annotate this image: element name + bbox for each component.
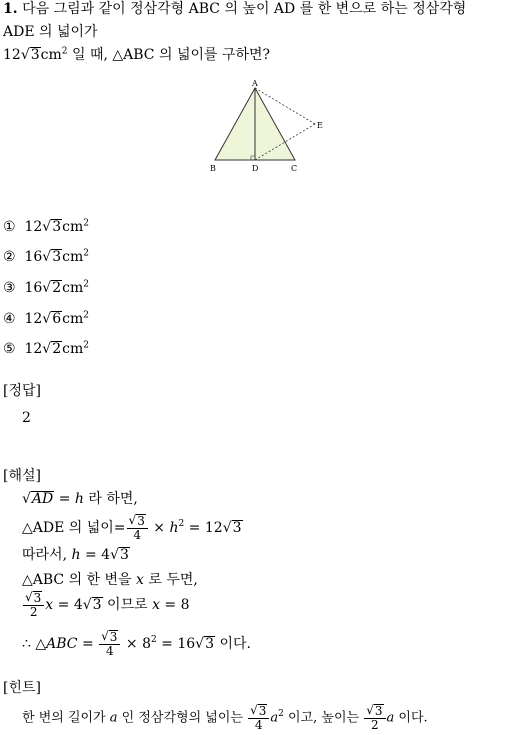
label-c: C <box>291 164 298 173</box>
choice-3[interactable]: ③ 16√ 2 $cm^2$ <box>3 279 89 297</box>
choice-marker: ⑤ <box>3 341 16 357</box>
solution-header: [해설] <box>3 468 41 484</box>
hint-line: 한 변의 길이가 a 인 정삼각형의 넓이는 √ 3 4 $a^2$ 이고, 높이는 √ 3 2 a 이다. <box>22 703 428 732</box>
choice-marker: ② <box>3 249 16 265</box>
sqrt-symbol: √ 2 <box>42 341 62 358</box>
sqrt-symbol: √ 3 <box>20 47 40 64</box>
answer-header: [정답] <box>3 383 41 399</box>
sqrt-symbol: √ 6 <box>42 311 62 328</box>
fraction: √ 3 2 <box>23 591 44 619</box>
fraction: √ 3 4 <box>99 630 120 658</box>
hint-header: [힌트] <box>3 680 41 696</box>
answer-value: 2 <box>22 410 31 426</box>
choice-5[interactable]: ⑤ 12√ 2 $cm^2$ <box>3 340 89 358</box>
solution-line-3: 따라서, h = 4√ 3 <box>22 547 129 564</box>
question-text-tail: 일 때, △ABC 의 넓이를 구하면? <box>67 47 271 63</box>
question-line-1 <box>3 1 466 17</box>
choice-4[interactable]: ④ 12√ 6 $cm^2$ <box>3 310 89 328</box>
triangle-figure <box>205 78 335 178</box>
choice-marker: ④ <box>3 311 16 327</box>
sqrt-symbol: √ 2 <box>42 280 62 297</box>
sqrt-symbol: √ 3 <box>42 249 62 266</box>
sqrt-symbol: √ 3 <box>42 219 62 236</box>
choice-marker: ③ <box>3 280 16 296</box>
label-d: D <box>252 164 259 173</box>
fraction: √ 3 4 <box>127 514 148 542</box>
fraction: √ 3 4 <box>248 704 269 732</box>
question-line-3: 12√ 3 $cm^2$ 일 때, △ABC 의 넓이를 구하면? <box>3 46 271 64</box>
solution-line-2: △ADE 의 넓이= √ 3 4 × $h^2 = 12√$ 3 <box>22 513 242 542</box>
choice-marker: ① <box>3 219 16 235</box>
question-number: 1. <box>3 1 18 17</box>
solution-line-6: ∴ △ABC = √ 3 4 × $8^2 = 16√$ 3 이다. <box>22 629 251 658</box>
solution-line-1: √ AD = h 라 하면, <box>22 491 138 508</box>
sqrt-symbol: √ AD <box>22 491 54 508</box>
choice-1[interactable]: ① 12√ 3 $cm^2$ <box>3 218 89 236</box>
solution-line-5: √ 3 2 x = 4√ 3 이므로 x = 8 <box>25 590 190 619</box>
question-line-2: ADE 의 넓이가 <box>3 24 98 40</box>
fraction: √ 3 2 <box>364 704 385 732</box>
label-b: B <box>210 164 216 173</box>
choice-2[interactable]: ② 16√ 3 $cm^2$ <box>3 248 89 266</box>
label-a: A <box>252 79 258 88</box>
label-e: E <box>317 121 323 130</box>
question-text-1: 다음 그림과 같이 정삼각형 ABC 의 높이 AD 를 한 변으로 하는 정삼각형 <box>22 1 467 17</box>
solution-line-4: △ABC 의 한 변을 x 로 두면, <box>22 572 198 588</box>
